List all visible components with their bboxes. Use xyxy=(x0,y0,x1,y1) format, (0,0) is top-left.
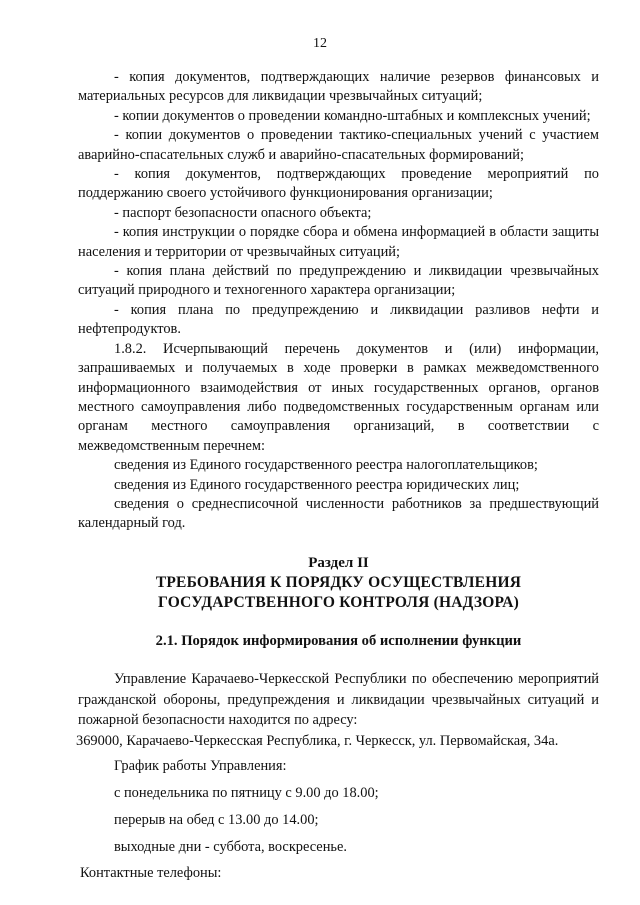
list-item: - копия плана действий по предупреждению и ликвидации чрезвычайных ситуаций природного и техногенного характера организации; xyxy=(78,263,599,299)
address-paragraph: Управление Карачаево-Черкесской Республики по обеспечению мероприятий гражданской обороны, предупреждения и ликвидации чрезвычайных ситуаций и пожарной безопасности находится по адресу: xyxy=(78,671,599,729)
list-item: - копия инструкции о порядке сбора и обмена информацией в области защиты населения и территории от чрезвычайных ситуаций; xyxy=(78,224,599,260)
list-item: - копия плана по предупреждению и ликвидации разливов нефти и нефтепродуктов. xyxy=(78,301,599,338)
interagency-item: сведения о среднесписочной численности работников за предшествующий календарный год. xyxy=(78,495,599,532)
list-item: - копия документов, подтверждающих проведение мероприятий по поддержанию своего устойчивого функционирования организации; xyxy=(78,166,599,202)
schedule-title: График работы Управления: xyxy=(114,758,287,775)
schedule-days-off: выходные дни - суббота, воскресенье. xyxy=(114,839,347,856)
interagency-item: сведения из Единого государственного реестра налогоплательщиков; xyxy=(114,457,538,474)
list-item: - паспорт безопасности опасного объекта; xyxy=(114,204,372,221)
section-label: Раздел II xyxy=(308,554,369,571)
page-content xyxy=(78,68,599,884)
clause-1-8-2: 1.8.2. Исчерпывающий перечень документов и (или) информации, запрашиваемых и получаемых в ходе проверки в рамках межведомственного информационного взаимодействия от иных государственных органов, органов местного самоуправления либо подведомственных государственным органам или органам местного самоуправления организаций, в соответствии с межведомственным перечнем: xyxy=(78,340,599,454)
schedule-lunch: перерыв на обед с 13.00 до 14.00; xyxy=(114,812,319,829)
contacts-label: Контактные телефоны: xyxy=(80,865,222,882)
list-item: - копия документов, подтверждающих наличие резервов финансовых и материальных ресурсов для ликвидации чрезвычайных ситуаций; xyxy=(78,69,599,105)
list-item: - копии документов о проведении тактико-специальных учений с участием аварийно-спасательных служб и аварийно-спасательных формирований; xyxy=(78,127,599,163)
section-title-line2: ГОСУДАРСТВЕННОГО КОНТРОЛЯ (НАДЗОРА) xyxy=(158,593,519,611)
schedule-weekdays: с понедельника по пятницу с 9.00 до 18.00; xyxy=(114,785,379,802)
interagency-item: сведения из Единого государственного реестра юридических лиц; xyxy=(114,476,520,493)
address-line: 369000, Карачаево-Черкесская Республика, г. Черкесск, ул. Первомайская, 34а. xyxy=(76,732,559,749)
work-schedule xyxy=(78,755,599,859)
address-block xyxy=(78,669,599,751)
list-item: - копии документов о проведении командно-штабных и комплексных учений; xyxy=(114,107,591,124)
subsection-title: 2.1. Порядок информирования об исполнении функции xyxy=(155,632,522,649)
section-title-line1: ТРЕБОВАНИЯ К ПОРЯДКУ ОСУЩЕСТВЛЕНИЯ xyxy=(155,573,522,591)
page-number: 12 xyxy=(313,36,327,51)
